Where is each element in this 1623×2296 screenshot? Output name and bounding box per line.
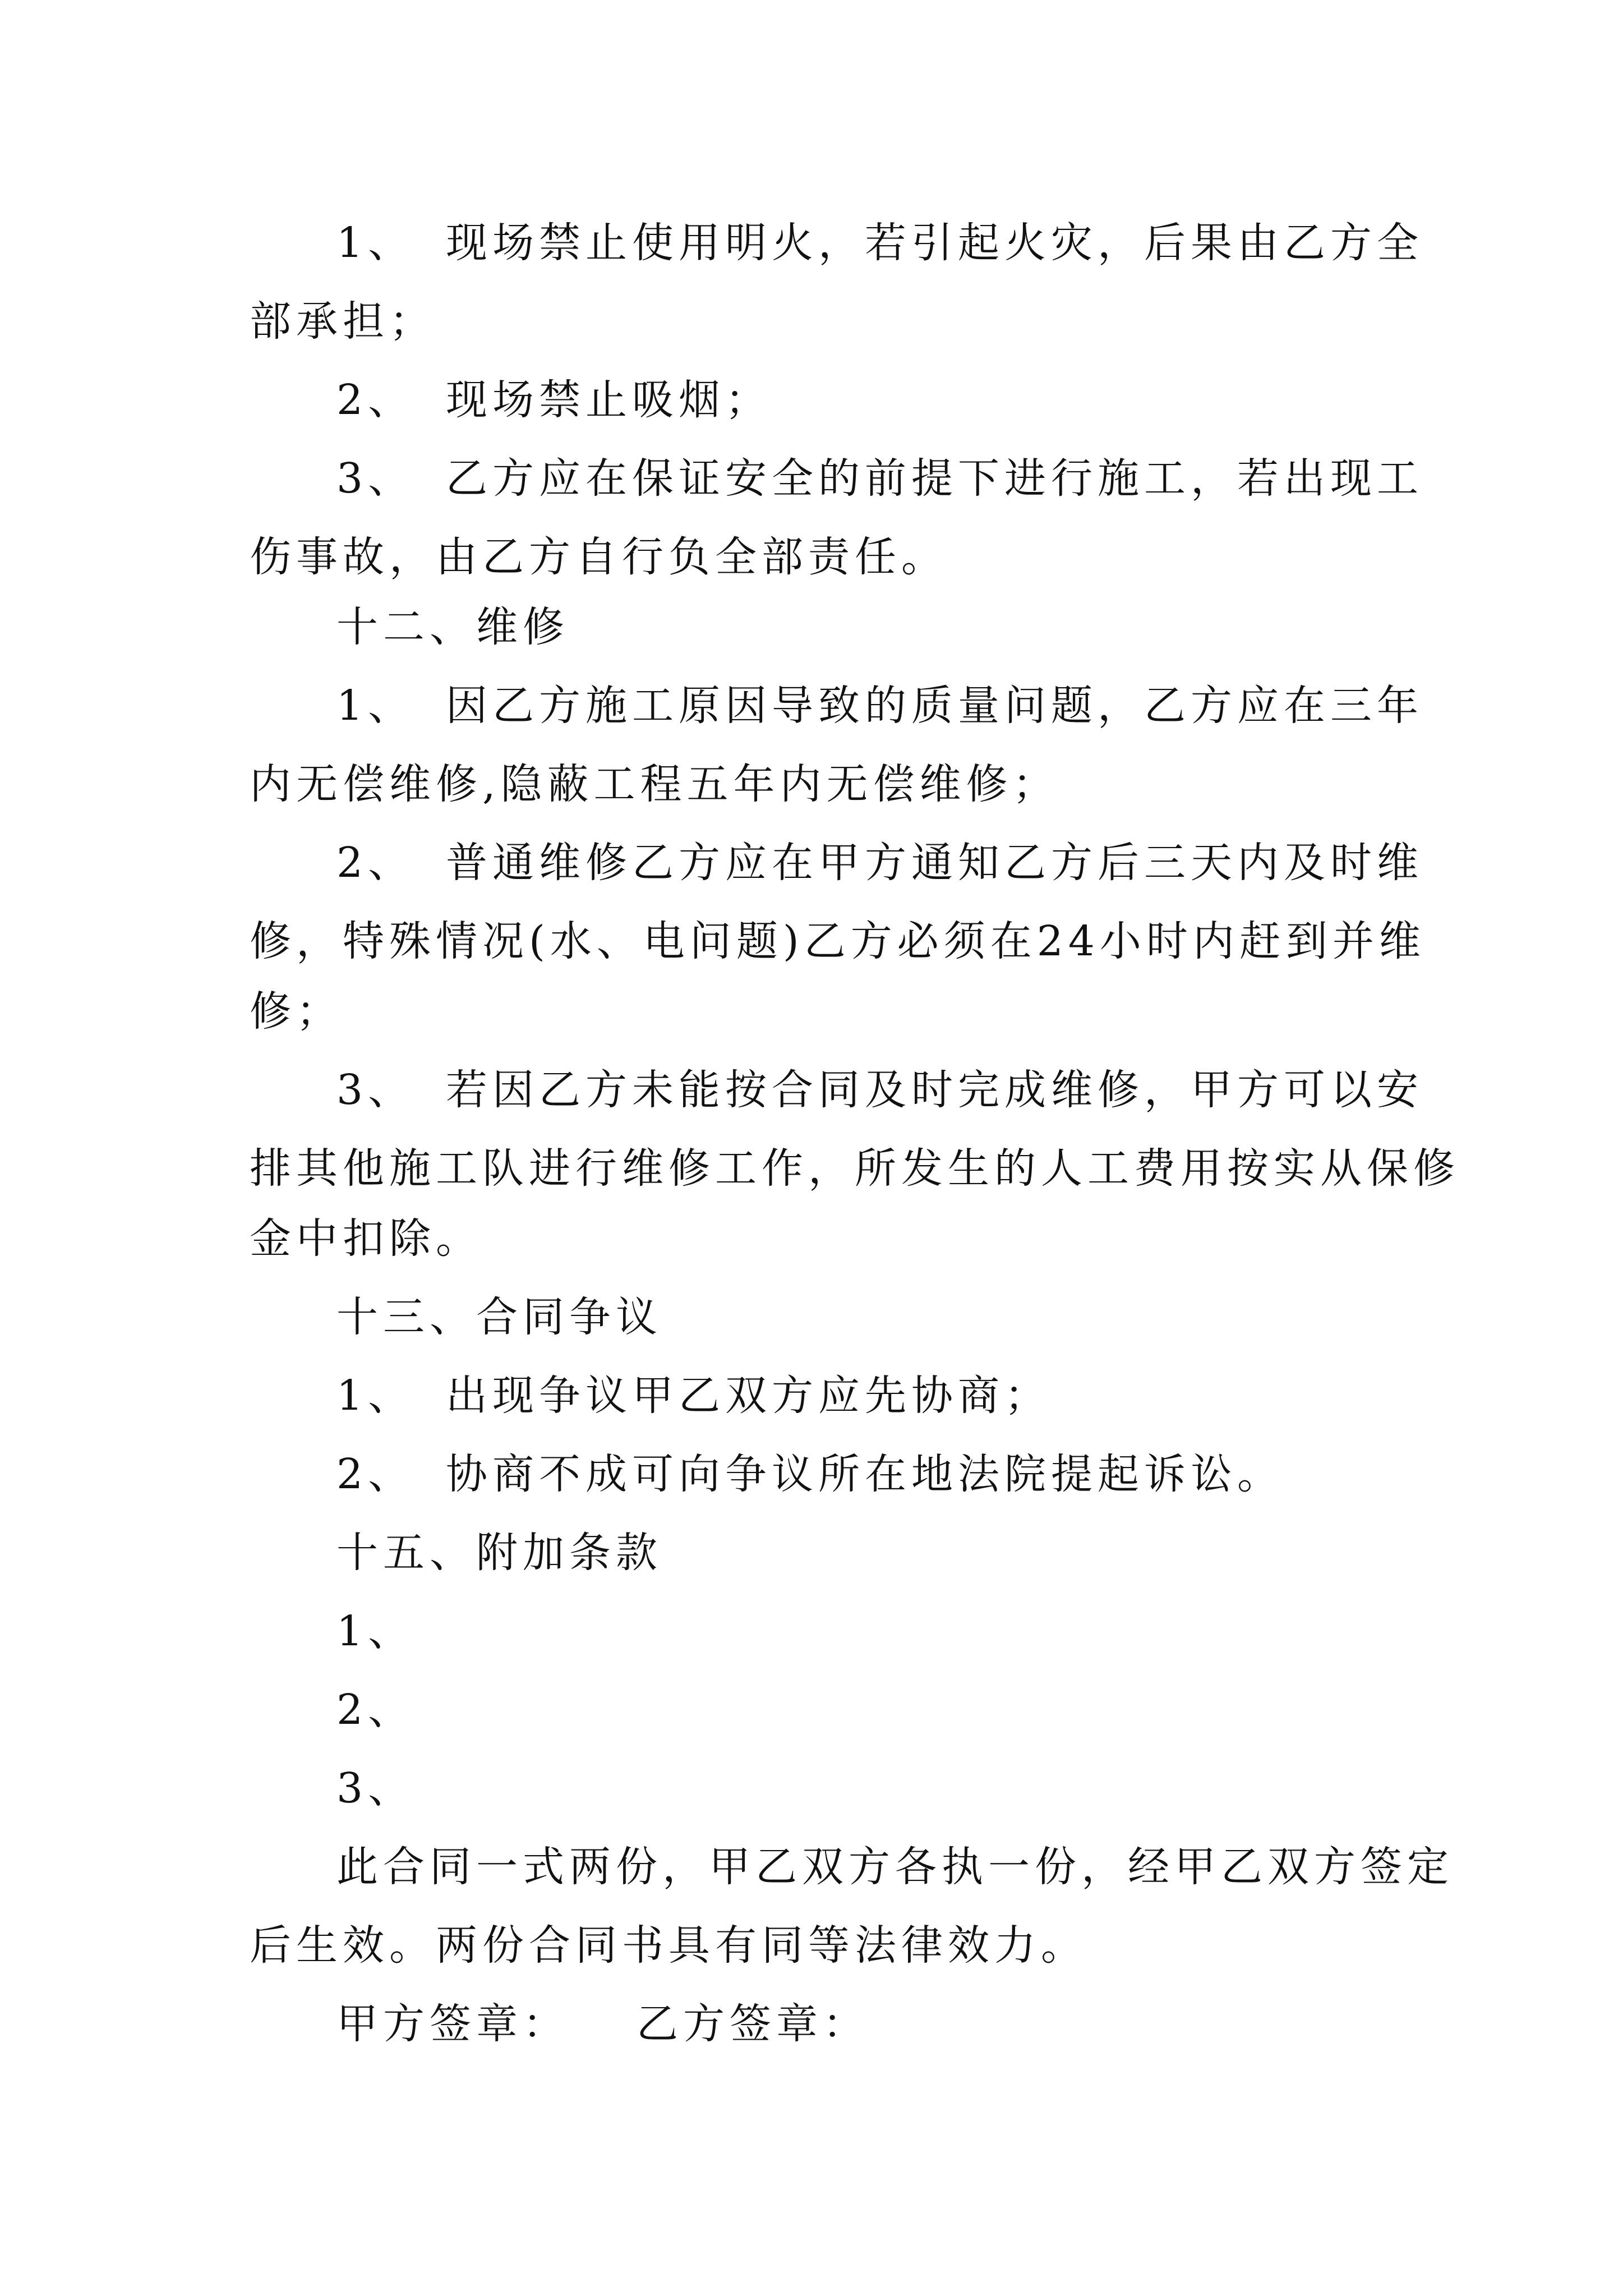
- paragraph-dispute-1: [336, 1368, 1051, 1424]
- item-number: 3、: [336, 454, 415, 503]
- paragraph-maintenance-1: [336, 678, 1423, 734]
- paragraph-text: 此合同一式两份，甲乙双方各执一份，经甲乙双方签定: [336, 1843, 1454, 1891]
- paragraph-text: 现场禁止吸烟；: [446, 376, 772, 424]
- item-number: 1、: [336, 682, 415, 730]
- paragraph-closing-cont: [250, 1917, 1087, 1973]
- paragraph-safety-1: [336, 215, 1423, 271]
- section-heading-maintenance: 十二、维修: [336, 603, 569, 651]
- paragraph-safety-2: [336, 372, 772, 428]
- paragraph-text: 现场禁止使用明火，若引起火灾，后果由乙方全: [446, 219, 1423, 267]
- item-number: 2、: [336, 839, 415, 887]
- paragraph-text: 协商不成可向争议所在地法院提起诉讼。: [446, 1450, 1284, 1498]
- paragraph-dispute-2: [336, 1446, 1284, 1502]
- paragraph-maintenance-2: [336, 835, 1423, 891]
- paragraph-maintenance-3: [336, 1062, 1423, 1118]
- paragraph-additional-2: [336, 1682, 414, 1738]
- paragraph-safety-3: [336, 450, 1423, 507]
- paragraph-text: 部承担；: [250, 297, 436, 346]
- paragraph-text: 后生效。两份合同书具有同等法律效力。: [250, 1921, 1087, 1970]
- paragraph-additional-1: [336, 1603, 414, 1659]
- paragraph-text: 修；: [250, 987, 343, 1036]
- paragraph-maintenance-2-cont2: [250, 983, 343, 1039]
- item-number: 1、: [336, 219, 415, 267]
- paragraph-safety-1-cont: [250, 293, 436, 349]
- item-number: 2、: [336, 376, 415, 424]
- item-number: 3、: [336, 1764, 415, 1812]
- party-a-signature-label: 甲方签章：: [336, 2000, 569, 2048]
- item-number: 1、: [336, 1607, 415, 1655]
- party-b-signature-label: 乙方签章：: [637, 2000, 869, 2048]
- paragraph-closing: [336, 1839, 1454, 1895]
- paragraph-text: 因乙方施工原因导致的质量问题，乙方应在三年: [446, 682, 1423, 730]
- paragraph-text: 乙方应在保证安全的前提下进行施工，若出现工: [446, 454, 1423, 503]
- paragraph-maintenance-2-cont: [250, 913, 1426, 969]
- paragraph-text: 内无偿维修,隐蔽工程五年内无偿维修；: [250, 760, 1059, 808]
- paragraph-maintenance-3-cont: [250, 1140, 1460, 1197]
- paragraph-text: 伤事故，由乙方自行负全部责任。: [250, 533, 948, 581]
- signature-line: [336, 1996, 869, 2052]
- paragraph-maintenance-1-cont: [250, 756, 1059, 812]
- section-heading-dispute: 十三、合同争议: [336, 1293, 662, 1341]
- paragraph-text: 修，特殊情况(水、电问题)乙方必须在24小时内赶到并维: [250, 917, 1426, 965]
- item-number: 2、: [336, 1450, 415, 1498]
- section-heading-additional: 十五、附加条款: [336, 1529, 662, 1577]
- paragraph-text: 金中扣除。: [250, 1214, 482, 1263]
- paragraph-text: 普通维修乙方应在甲方通知乙方后三天内及时维: [446, 839, 1423, 887]
- paragraph-safety-3-cont: [250, 529, 948, 585]
- paragraph-additional-3: [336, 1760, 414, 1816]
- item-number: 3、: [336, 1066, 415, 1114]
- item-number: 1、: [336, 1372, 415, 1420]
- paragraph-text: 排其他施工队进行维修工作，所发生的人工费用按实从保修: [250, 1144, 1460, 1193]
- paragraph-text: 若因乙方未能按合同及时完成维修，甲方可以安: [446, 1066, 1423, 1114]
- paragraph-text: 出现争议甲乙双方应先协商；: [446, 1372, 1051, 1420]
- item-number: 2、: [336, 1686, 415, 1734]
- paragraph-maintenance-3-cont2: [250, 1211, 482, 1267]
